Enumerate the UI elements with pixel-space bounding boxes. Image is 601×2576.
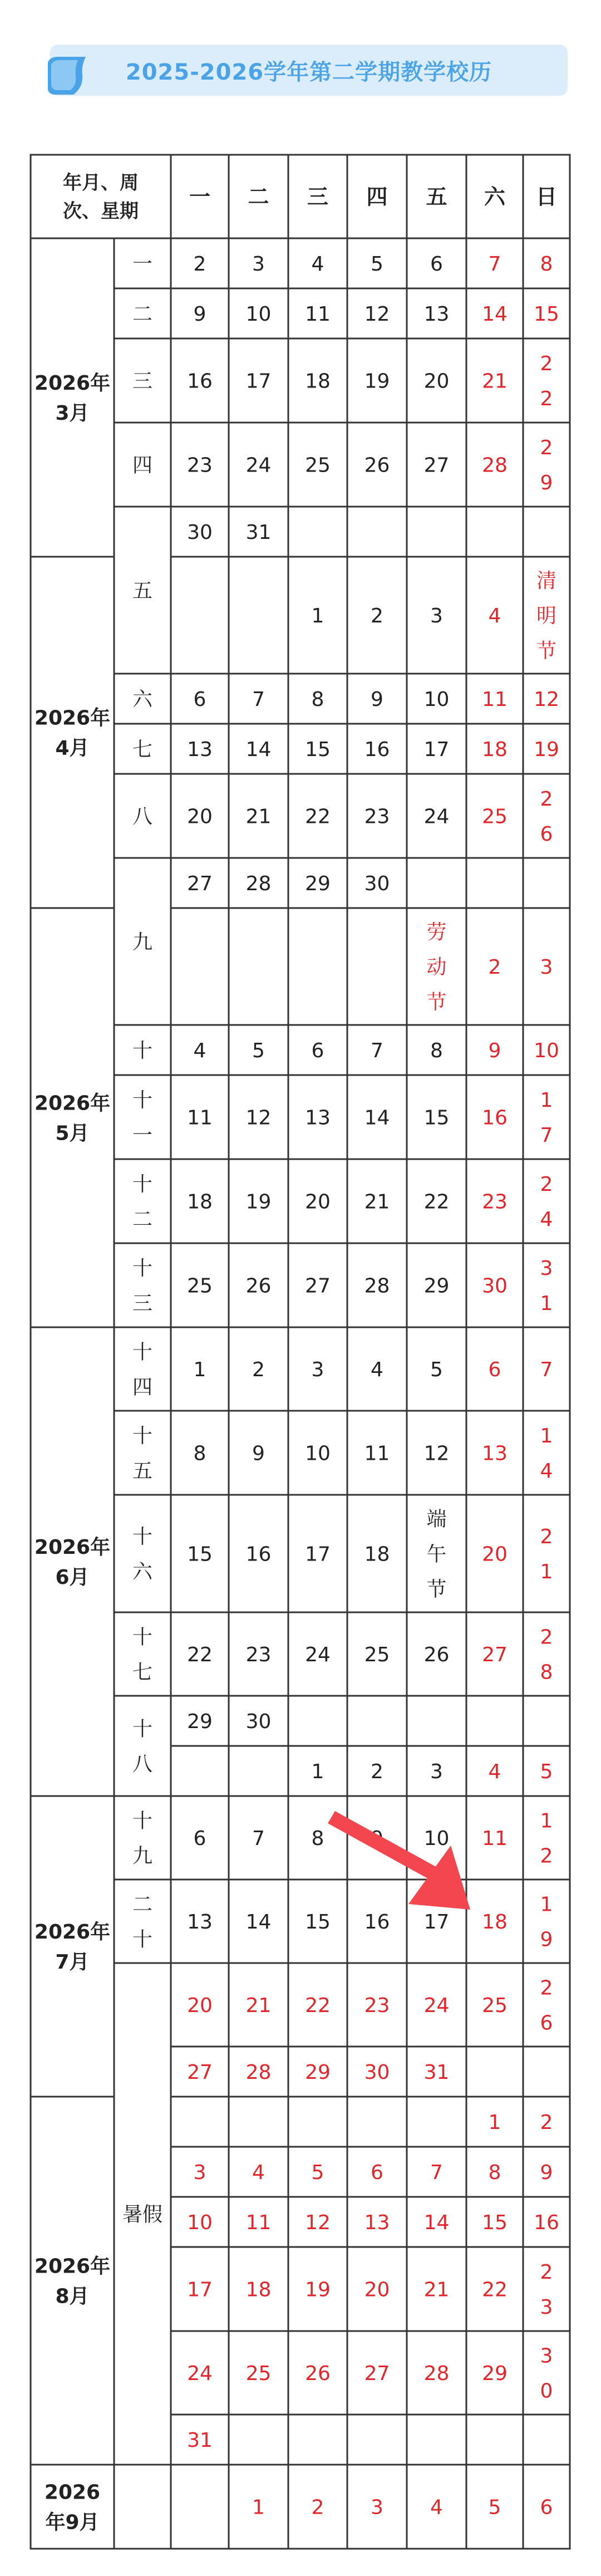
month-label-6: 2026年 8月 bbox=[34, 2255, 111, 2308]
week-label-14: 十四 bbox=[132, 1341, 153, 1399]
day-cell-18-2: 24 bbox=[305, 1643, 331, 1666]
day-cell-10-5: 2 bbox=[488, 955, 501, 979]
day-cell-13-2: 20 bbox=[305, 1190, 331, 1214]
day-cell-22-4: 17 bbox=[423, 1910, 450, 1934]
day-cell-27-5: 15 bbox=[482, 2211, 508, 2234]
day-cell-0-3: 5 bbox=[371, 252, 383, 276]
day-cell-27-3: 13 bbox=[364, 2211, 390, 2234]
weekday-header-2: 二 bbox=[248, 184, 269, 209]
day-cell-4-1: 31 bbox=[245, 521, 272, 544]
day-cell-13-4: 22 bbox=[423, 1190, 450, 1214]
month-label-7: 2026 年9月 bbox=[44, 2481, 101, 2534]
day-cell-11-1: 5 bbox=[252, 1039, 265, 1062]
day-cell-16-3: 11 bbox=[364, 1442, 390, 1465]
day-cell-8-2: 22 bbox=[305, 805, 331, 828]
day-cell-2-0: 16 bbox=[187, 370, 213, 393]
day-cell-29-0: 24 bbox=[187, 2362, 213, 2385]
weekday-header-1: 一 bbox=[189, 184, 211, 209]
day-cell-20-2: 1 bbox=[311, 1760, 324, 1783]
day-cell-25-6: 2 bbox=[540, 2111, 553, 2134]
day-cell-27-1: 11 bbox=[245, 2211, 272, 2234]
day-cell-23-4: 24 bbox=[423, 1994, 450, 2017]
day-cell-29-5: 29 bbox=[482, 2362, 508, 2385]
day-cell-18-1: 23 bbox=[245, 1643, 272, 1666]
day-cell-28-3: 20 bbox=[364, 2278, 390, 2302]
day-cell-16-6: 1 4 bbox=[540, 1424, 553, 1483]
day-cell-20-5: 4 bbox=[488, 1760, 501, 1783]
day-cell-0-1: 3 bbox=[252, 252, 265, 276]
day-cell-5-3: 2 bbox=[371, 604, 383, 627]
day-cell-5-4: 3 bbox=[430, 604, 443, 627]
day-cell-15-6: 7 bbox=[540, 1358, 553, 1381]
week-label-2: 二 bbox=[132, 302, 153, 326]
day-cell-1-1: 10 bbox=[245, 302, 272, 326]
day-cell-28-0: 17 bbox=[187, 2278, 213, 2302]
day-cell-1-5: 14 bbox=[482, 302, 508, 326]
day-cell-15-5: 6 bbox=[488, 1358, 501, 1381]
day-cell-14-2: 27 bbox=[305, 1274, 331, 1298]
day-cell-0-4: 6 bbox=[430, 252, 443, 276]
day-cell-5-2: 1 bbox=[311, 604, 324, 627]
week-label-11: 十一 bbox=[132, 1088, 153, 1147]
day-cell-21-5: 11 bbox=[482, 1827, 508, 1850]
day-cell-7-2: 15 bbox=[305, 738, 331, 761]
day-cell-28-4: 21 bbox=[423, 2278, 450, 2302]
day-cell-28-5: 22 bbox=[482, 2278, 508, 2302]
day-cell-11-6: 10 bbox=[534, 1039, 559, 1062]
day-cell-21-2: 8 bbox=[311, 1827, 324, 1850]
day-cell-24-0: 27 bbox=[187, 2060, 213, 2084]
day-cell-0-2: 4 bbox=[311, 252, 324, 276]
day-cell-11-4: 8 bbox=[430, 1039, 443, 1062]
day-cell-29-1: 25 bbox=[245, 2362, 272, 2385]
day-cell-1-4: 13 bbox=[423, 302, 450, 326]
day-cell-14-0: 25 bbox=[187, 1274, 213, 1298]
day-cell-14-1: 26 bbox=[245, 1274, 272, 1298]
week-label-12: 十二 bbox=[132, 1172, 153, 1231]
day-cell-22-2: 15 bbox=[305, 1910, 331, 1934]
day-cell-10-4: 劳动节 bbox=[426, 920, 447, 1014]
weekday-header-5: 五 bbox=[426, 184, 447, 209]
day-cell-7-4: 17 bbox=[423, 738, 450, 761]
day-cell-13-5: 23 bbox=[482, 1190, 508, 1214]
week-label-4: 四 bbox=[132, 454, 153, 477]
day-cell-12-1: 12 bbox=[245, 1106, 272, 1130]
day-cell-17-2: 17 bbox=[305, 1543, 331, 1566]
day-cell-28-6: 2 3 bbox=[540, 2260, 553, 2319]
weekday-header-6: 六 bbox=[484, 184, 506, 209]
weekday-header-7: 日 bbox=[535, 184, 558, 209]
week-label-13: 十三 bbox=[132, 1257, 153, 1315]
day-cell-16-4: 12 bbox=[423, 1442, 450, 1465]
day-cell-1-0: 9 bbox=[193, 302, 206, 326]
day-cell-29-4: 28 bbox=[423, 2362, 450, 2385]
day-cell-18-3: 25 bbox=[364, 1643, 390, 1666]
day-cell-12-3: 14 bbox=[364, 1106, 390, 1130]
day-cell-8-1: 21 bbox=[245, 805, 272, 828]
day-cell-31-6: 6 bbox=[540, 2496, 553, 2519]
day-cell-16-5: 13 bbox=[482, 1442, 508, 1465]
day-cell-13-0: 18 bbox=[187, 1190, 213, 1214]
day-cell-6-2: 8 bbox=[311, 688, 324, 711]
weekday-header-3: 三 bbox=[307, 184, 329, 209]
header-corner-label: 年月、周次、星期 bbox=[63, 171, 139, 223]
day-cell-8-0: 20 bbox=[187, 805, 213, 828]
day-cell-7-0: 13 bbox=[187, 738, 213, 761]
day-cell-27-0: 10 bbox=[187, 2211, 213, 2234]
month-label-4: 2026年 6月 bbox=[34, 1535, 111, 1589]
day-cell-12-4: 15 bbox=[423, 1106, 450, 1130]
day-cell-12-0: 11 bbox=[187, 1106, 213, 1130]
day-cell-22-5: 18 bbox=[482, 1910, 508, 1934]
day-cell-17-3: 18 bbox=[364, 1543, 390, 1566]
day-cell-21-6: 1 2 bbox=[540, 1809, 553, 1868]
day-cell-12-2: 13 bbox=[305, 1106, 331, 1130]
day-cell-31-4: 4 bbox=[430, 2496, 443, 2519]
day-cell-22-1: 14 bbox=[245, 1910, 272, 1934]
day-cell-14-4: 29 bbox=[423, 1274, 450, 1298]
month-label-3: 2026年 5月 bbox=[34, 1092, 111, 1145]
day-cell-15-3: 4 bbox=[371, 1358, 383, 1381]
day-cell-23-1: 21 bbox=[245, 1994, 272, 2017]
day-cell-18-4: 26 bbox=[423, 1643, 450, 1666]
week-label-18: 十八 bbox=[132, 1718, 153, 1776]
day-cell-2-4: 20 bbox=[423, 370, 450, 393]
day-cell-14-5: 30 bbox=[482, 1274, 508, 1298]
day-cell-11-2: 6 bbox=[311, 1039, 324, 1062]
day-cell-3-6: 2 9 bbox=[540, 436, 553, 494]
day-cell-20-6: 5 bbox=[540, 1760, 553, 1783]
day-cell-21-0: 6 bbox=[193, 1827, 206, 1850]
day-cell-2-5: 21 bbox=[482, 370, 508, 393]
day-cell-4-0: 30 bbox=[187, 521, 213, 544]
day-cell-27-4: 14 bbox=[423, 2211, 450, 2234]
day-cell-2-3: 19 bbox=[364, 370, 390, 393]
day-cell-18-0: 22 bbox=[187, 1643, 213, 1666]
day-cell-2-6: 2 2 bbox=[540, 352, 553, 410]
week-label-summer: 暑假 bbox=[122, 2203, 163, 2226]
day-cell-9-0: 27 bbox=[187, 872, 213, 895]
day-cell-6-1: 7 bbox=[252, 688, 265, 711]
week-label-8: 八 bbox=[132, 805, 153, 828]
day-cell-15-4: 5 bbox=[430, 1358, 443, 1381]
day-cell-8-4: 24 bbox=[423, 805, 450, 828]
day-cell-17-5: 20 bbox=[482, 1543, 508, 1566]
day-cell-5-6: 清明节 bbox=[536, 569, 557, 663]
day-cell-5-5: 4 bbox=[488, 604, 501, 627]
day-cell-16-2: 10 bbox=[305, 1442, 331, 1465]
day-cell-31-5: 5 bbox=[488, 2496, 501, 2519]
day-cell-17-4: 端午节 bbox=[426, 1508, 447, 1601]
day-cell-25-5: 1 bbox=[488, 2111, 501, 2134]
day-cell-8-6: 2 6 bbox=[540, 787, 553, 846]
day-cell-6-6: 12 bbox=[534, 688, 559, 711]
day-cell-12-5: 16 bbox=[482, 1106, 508, 1130]
day-cell-21-1: 7 bbox=[252, 1827, 265, 1850]
day-cell-28-1: 18 bbox=[245, 2278, 272, 2302]
day-cell-27-2: 12 bbox=[305, 2211, 331, 2234]
day-cell-29-3: 27 bbox=[364, 2362, 390, 2385]
week-label-16: 十六 bbox=[132, 1525, 153, 1583]
day-cell-9-2: 29 bbox=[305, 872, 331, 895]
day-cell-6-3: 9 bbox=[371, 688, 383, 711]
day-cell-31-2: 2 bbox=[311, 2496, 324, 2519]
week-label-15: 十五 bbox=[132, 1424, 153, 1483]
day-cell-11-0: 4 bbox=[193, 1039, 206, 1062]
month-label-5: 2026年 7月 bbox=[34, 1920, 111, 1974]
day-cell-23-2: 22 bbox=[305, 1994, 331, 2017]
day-cell-13-3: 21 bbox=[364, 1190, 390, 1214]
day-cell-3-4: 27 bbox=[423, 454, 450, 477]
day-cell-23-5: 25 bbox=[482, 1994, 508, 2017]
day-cell-15-0: 1 bbox=[193, 1358, 206, 1381]
day-cell-24-4: 31 bbox=[423, 2060, 450, 2084]
day-cell-0-0: 2 bbox=[193, 252, 206, 276]
day-cell-26-2: 5 bbox=[311, 2161, 324, 2184]
day-cell-8-5: 25 bbox=[482, 805, 508, 828]
day-cell-2-1: 17 bbox=[245, 370, 272, 393]
day-cell-16-0: 8 bbox=[193, 1442, 206, 1465]
day-cell-23-0: 20 bbox=[187, 1994, 213, 2017]
day-cell-3-3: 26 bbox=[364, 454, 390, 477]
month-label-2: 2026年 4月 bbox=[34, 706, 111, 760]
day-cell-27-6: 16 bbox=[534, 2211, 559, 2234]
day-cell-26-3: 6 bbox=[371, 2161, 383, 2184]
day-cell-17-1: 16 bbox=[245, 1543, 272, 1566]
day-cell-1-2: 11 bbox=[305, 302, 331, 326]
day-cell-13-6: 2 4 bbox=[540, 1172, 553, 1231]
day-cell-7-5: 18 bbox=[482, 738, 508, 761]
day-cell-1-3: 12 bbox=[364, 302, 390, 326]
day-cell-30-0: 31 bbox=[187, 2428, 213, 2452]
week-label-19: 十九 bbox=[132, 1809, 153, 1868]
day-cell-11-3: 7 bbox=[371, 1039, 383, 1062]
day-cell-3-2: 25 bbox=[305, 454, 331, 477]
day-cell-15-1: 2 bbox=[252, 1358, 265, 1381]
week-label-10: 十 bbox=[132, 1039, 153, 1062]
day-cell-22-3: 16 bbox=[364, 1910, 390, 1934]
day-cell-8-3: 23 bbox=[364, 805, 390, 828]
week-label-5: 五 bbox=[132, 579, 153, 602]
day-cell-26-4: 7 bbox=[430, 2161, 443, 2184]
day-cell-10-6: 3 bbox=[540, 955, 553, 979]
day-cell-31-3: 3 bbox=[371, 2496, 383, 2519]
day-cell-9-1: 28 bbox=[245, 872, 272, 895]
page-title: 2025-2026学年第二学期教学校历 bbox=[125, 59, 492, 85]
week-label-6: 六 bbox=[132, 688, 153, 711]
day-cell-13-1: 19 bbox=[245, 1190, 272, 1214]
week-label-1: 一 bbox=[132, 252, 153, 276]
day-cell-26-5: 8 bbox=[488, 2161, 501, 2184]
day-cell-20-4: 3 bbox=[430, 1760, 443, 1783]
day-cell-18-6: 2 8 bbox=[540, 1626, 553, 1684]
day-cell-17-0: 15 bbox=[187, 1543, 213, 1566]
day-cell-7-3: 16 bbox=[364, 738, 390, 761]
day-cell-26-6: 9 bbox=[540, 2161, 553, 2184]
day-cell-15-2: 3 bbox=[311, 1358, 324, 1381]
day-cell-16-1: 9 bbox=[252, 1442, 265, 1465]
week-label-3: 三 bbox=[132, 370, 153, 393]
month-label-1: 2026年 3月 bbox=[34, 371, 111, 425]
weekday-header-4: 四 bbox=[366, 184, 388, 209]
day-cell-9-3: 30 bbox=[364, 872, 390, 895]
day-cell-11-5: 9 bbox=[488, 1039, 501, 1062]
day-cell-21-4: 10 bbox=[423, 1827, 450, 1850]
day-cell-14-6: 3 1 bbox=[540, 1257, 553, 1315]
day-cell-19-1: 30 bbox=[245, 1710, 272, 1733]
day-cell-24-3: 30 bbox=[364, 2060, 390, 2084]
day-cell-6-0: 6 bbox=[193, 688, 206, 711]
day-cell-29-6: 3 0 bbox=[540, 2344, 553, 2403]
day-cell-29-2: 26 bbox=[305, 2362, 331, 2385]
day-cell-24-2: 29 bbox=[305, 2060, 331, 2084]
day-cell-1-6: 15 bbox=[534, 302, 559, 326]
week-label-20: 二十 bbox=[132, 1893, 153, 1951]
day-cell-23-3: 23 bbox=[364, 1994, 390, 2017]
week-label-7: 七 bbox=[132, 738, 153, 761]
week-label-9: 九 bbox=[132, 930, 153, 954]
day-cell-28-2: 19 bbox=[305, 2278, 331, 2302]
day-cell-3-0: 23 bbox=[187, 454, 213, 477]
day-cell-22-6: 1 9 bbox=[540, 1893, 553, 1951]
day-cell-19-0: 29 bbox=[187, 1710, 213, 1733]
day-cell-17-6: 2 1 bbox=[540, 1525, 553, 1583]
day-cell-0-6: 8 bbox=[540, 252, 553, 276]
day-cell-7-1: 14 bbox=[245, 738, 272, 761]
day-cell-26-0: 3 bbox=[193, 2161, 206, 2184]
day-cell-0-5: 7 bbox=[488, 252, 501, 276]
day-cell-22-0: 13 bbox=[187, 1910, 213, 1934]
day-cell-18-5: 27 bbox=[482, 1643, 508, 1666]
week-label-17: 十七 bbox=[132, 1626, 153, 1684]
day-cell-2-2: 18 bbox=[305, 370, 331, 393]
day-cell-31-1: 1 bbox=[252, 2496, 265, 2519]
day-cell-26-1: 4 bbox=[252, 2161, 265, 2184]
day-cell-3-5: 28 bbox=[482, 454, 508, 477]
day-cell-12-6: 1 7 bbox=[540, 1088, 553, 1147]
day-cell-23-6: 2 6 bbox=[540, 1976, 553, 2035]
day-cell-6-5: 11 bbox=[482, 688, 508, 711]
day-cell-3-1: 24 bbox=[245, 454, 272, 477]
day-cell-14-3: 28 bbox=[364, 1274, 390, 1298]
day-cell-20-3: 2 bbox=[371, 1760, 383, 1783]
day-cell-7-6: 19 bbox=[534, 738, 559, 761]
day-cell-6-4: 10 bbox=[423, 688, 450, 711]
day-cell-24-1: 28 bbox=[245, 2060, 272, 2084]
